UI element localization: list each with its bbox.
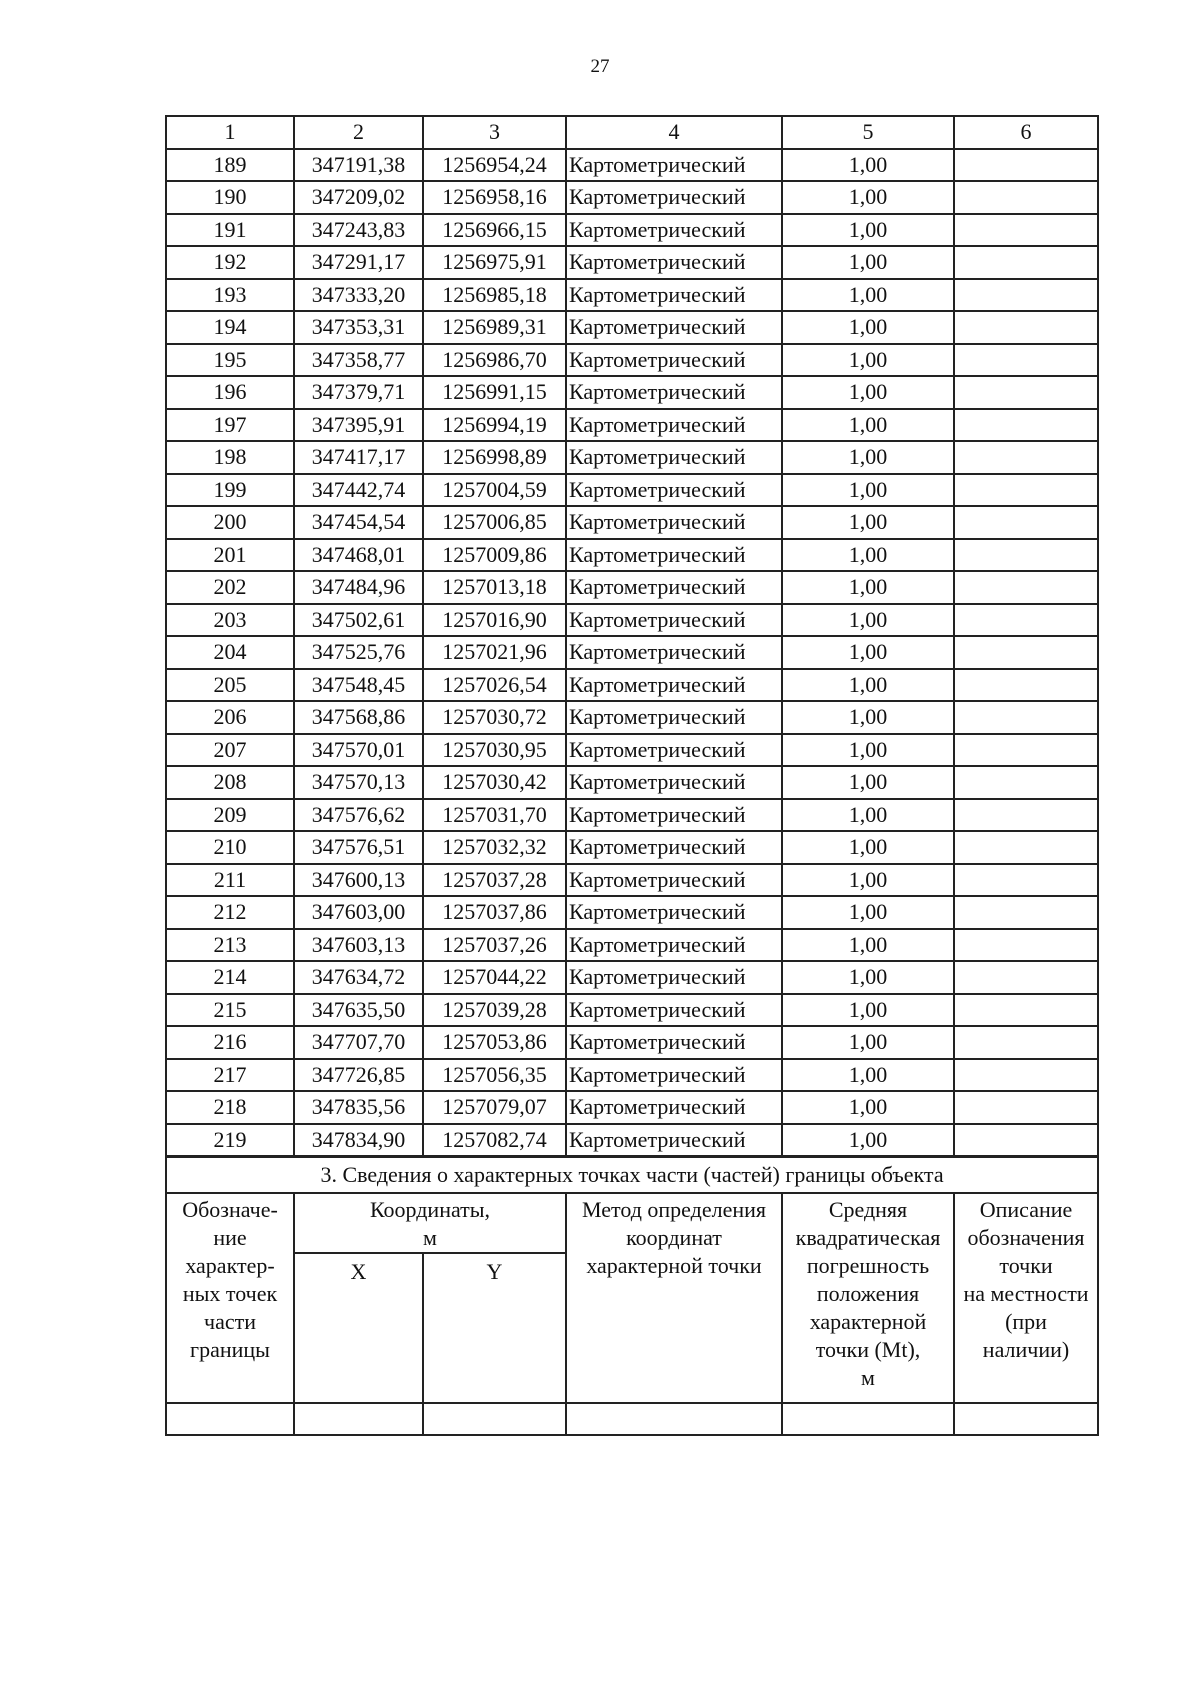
y-coordinate-cell: 1257044,22 (423, 961, 566, 994)
method-cell: Картометрический (566, 441, 782, 474)
column-header: 4 (566, 116, 782, 149)
empty-cell (166, 1403, 294, 1435)
point-number-cell: 210 (166, 831, 294, 864)
point-number-cell: 195 (166, 344, 294, 377)
mean-error-cell: 1,00 (782, 604, 954, 637)
mean-error-cell: 1,00 (782, 896, 954, 929)
table-row (166, 701, 1098, 734)
x-coordinate-cell: 347468,01 (294, 539, 423, 572)
point-number-cell: 202 (166, 571, 294, 604)
empty-cell (566, 1403, 782, 1435)
mean-error-cell: 1,00 (782, 149, 954, 182)
table-row (166, 506, 1098, 539)
empty-cell (423, 1403, 566, 1435)
method-cell: Картометрический (566, 311, 782, 344)
mean-error-cell: 1,00 (782, 181, 954, 214)
description-cell (954, 929, 1098, 962)
description-cell (954, 994, 1098, 1027)
method-cell: Картометрический (566, 376, 782, 409)
table-row (166, 149, 1098, 182)
x-coordinate-cell: 347835,56 (294, 1091, 423, 1124)
description-cell (954, 279, 1098, 312)
x-coordinate-cell: 347353,31 (294, 311, 423, 344)
point-number-cell: 194 (166, 311, 294, 344)
method-cell: Картометрический (566, 149, 782, 182)
point-number-cell: 214 (166, 961, 294, 994)
table-row (166, 1026, 1098, 1059)
point-number-cell: 212 (166, 896, 294, 929)
y-coordinate-cell: 1257013,18 (423, 571, 566, 604)
y-coordinate-cell: 1257009,86 (423, 539, 566, 572)
y-coordinate-cell: 1256986,70 (423, 344, 566, 377)
method-cell: Картометрический (566, 799, 782, 832)
point-number-cell: 196 (166, 376, 294, 409)
column-header: 6 (954, 116, 1098, 149)
x-coordinate-cell: 347576,51 (294, 831, 423, 864)
method-cell: Картометрический (566, 474, 782, 507)
table-row (166, 929, 1098, 962)
method-cell: Картометрический (566, 604, 782, 637)
table-row (166, 864, 1098, 897)
y-coordinate-cell: 1257039,28 (423, 994, 566, 1027)
coordinates-header: Координаты, м (294, 1193, 566, 1253)
method-cell: Картометрический (566, 701, 782, 734)
table-row (166, 311, 1098, 344)
mean-error-cell: 1,00 (782, 246, 954, 279)
point-number-cell: 197 (166, 409, 294, 442)
x-coordinate-cell: 347726,85 (294, 1059, 423, 1092)
mean-error-cell: 1,00 (782, 506, 954, 539)
table-row (166, 766, 1098, 799)
table-row (166, 376, 1098, 409)
mean-error-cell: 1,00 (782, 766, 954, 799)
x-coordinate-cell: 347243,83 (294, 214, 423, 247)
point-number-cell: 218 (166, 1091, 294, 1124)
method-cell: Картометрический (566, 506, 782, 539)
y-coordinate-cell: 1257021,96 (423, 636, 566, 669)
mean-error-cell: 1,00 (782, 1091, 954, 1124)
mean-error-cell: 1,00 (782, 409, 954, 442)
y-coordinate-cell: 1257056,35 (423, 1059, 566, 1092)
mean-error-cell: 1,00 (782, 799, 954, 832)
y-coordinate-cell: 1257032,32 (423, 831, 566, 864)
section3-table (165, 1156, 1099, 1436)
table-row (166, 994, 1098, 1027)
mean-error-cell: 1,00 (782, 1059, 954, 1092)
column-header: 3 (423, 116, 566, 149)
method-cell: Картометрический (566, 994, 782, 1027)
point-number-cell: 200 (166, 506, 294, 539)
method-cell: Картометрический (566, 669, 782, 702)
table-row (166, 1059, 1098, 1092)
x-coordinate-cell: 347209,02 (294, 181, 423, 214)
point-number-cell: 205 (166, 669, 294, 702)
description-cell (954, 1026, 1098, 1059)
mean-error-header: Средняя квадратическая погрешность положения характерной точки (Mt), м (782, 1193, 954, 1403)
y-coordinate-cell: 1256991,15 (423, 376, 566, 409)
point-number-cell: 211 (166, 864, 294, 897)
description-cell (954, 864, 1098, 897)
y-coordinate-cell: 1256954,24 (423, 149, 566, 182)
y-coordinate-cell: 1257004,59 (423, 474, 566, 507)
x-coordinate-cell: 347333,20 (294, 279, 423, 312)
point-number-cell: 192 (166, 246, 294, 279)
description-cell (954, 214, 1098, 247)
method-cell: Картометрический (566, 246, 782, 279)
point-number-cell: 189 (166, 149, 294, 182)
description-cell (954, 246, 1098, 279)
description-cell (954, 311, 1098, 344)
mean-error-cell: 1,00 (782, 669, 954, 702)
point-number-cell: 213 (166, 929, 294, 962)
x-coordinate-cell: 347417,17 (294, 441, 423, 474)
y-coordinate-cell: 1256989,31 (423, 311, 566, 344)
mean-error-cell: 1,00 (782, 734, 954, 767)
point-number-cell: 208 (166, 766, 294, 799)
point-number-cell: 199 (166, 474, 294, 507)
point-number-cell: 207 (166, 734, 294, 767)
x-coordinate-cell: 347191,38 (294, 149, 423, 182)
mean-error-cell: 1,00 (782, 539, 954, 572)
table-row (166, 279, 1098, 312)
x-coordinate-cell: 347707,70 (294, 1026, 423, 1059)
y-coordinate-cell: 1257026,54 (423, 669, 566, 702)
table-row (166, 571, 1098, 604)
y-coordinate-cell: 1257030,42 (423, 766, 566, 799)
description-cell (954, 1091, 1098, 1124)
table-row (166, 181, 1098, 214)
description-cell (954, 149, 1098, 182)
section3-title: 3. Сведения о характерных точках части (частей) границы объекта (166, 1157, 1098, 1193)
y-coordinate-cell: 1257037,26 (423, 929, 566, 962)
x-coordinate-cell: 347570,01 (294, 734, 423, 767)
y-coordinate-cell: 1257037,86 (423, 896, 566, 929)
table-row (166, 669, 1098, 702)
coordinates-table-body (166, 149, 1098, 1157)
mean-error-cell: 1,00 (782, 214, 954, 247)
method-cell: Картометрический (566, 896, 782, 929)
method-cell: Картометрический (566, 571, 782, 604)
table-row (166, 799, 1098, 832)
description-cell (954, 539, 1098, 572)
method-cell: Картометрический (566, 1091, 782, 1124)
y-coordinate-cell: 1257016,90 (423, 604, 566, 637)
x-coordinate-cell: 347291,17 (294, 246, 423, 279)
description-cell (954, 734, 1098, 767)
y-coordinate-cell: 1257006,85 (423, 506, 566, 539)
y-coordinate-cell: 1256985,18 (423, 279, 566, 312)
point-number-cell: 203 (166, 604, 294, 637)
table-row (166, 734, 1098, 767)
empty-cell (954, 1403, 1098, 1435)
table-row (166, 214, 1098, 247)
table-row (166, 539, 1098, 572)
point-number-cell: 215 (166, 994, 294, 1027)
x-coordinate-cell: 347358,77 (294, 344, 423, 377)
table-row (166, 344, 1098, 377)
y-coordinate-cell: 1257037,28 (423, 864, 566, 897)
description-cell (954, 799, 1098, 832)
x-coordinate-cell: 347600,13 (294, 864, 423, 897)
y-coordinate-cell: 1257030,72 (423, 701, 566, 734)
method-cell: Картометрический (566, 929, 782, 962)
method-cell: Картометрический (566, 1059, 782, 1092)
y-coordinate-cell: 1256966,15 (423, 214, 566, 247)
description-cell (954, 376, 1098, 409)
description-cell (954, 474, 1098, 507)
description-cell (954, 571, 1098, 604)
point-number-cell: 201 (166, 539, 294, 572)
description-cell (954, 1124, 1098, 1157)
column-number-row (166, 116, 1098, 149)
table-row (166, 474, 1098, 507)
x-coordinate-cell: 347379,71 (294, 376, 423, 409)
x-coordinate-cell: 347634,72 (294, 961, 423, 994)
table-row (166, 409, 1098, 442)
x-coordinate-cell: 347603,13 (294, 929, 423, 962)
y-coordinate-cell: 1256994,19 (423, 409, 566, 442)
method-cell: Картометрический (566, 214, 782, 247)
table-row (166, 441, 1098, 474)
method-cell: Картометрический (566, 1026, 782, 1059)
x-coordinate-cell: 347576,62 (294, 799, 423, 832)
description-cell (954, 701, 1098, 734)
y-coordinate-cell: 1257082,74 (423, 1124, 566, 1157)
mean-error-cell: 1,00 (782, 929, 954, 962)
point-number-cell: 193 (166, 279, 294, 312)
description-cell (954, 1059, 1098, 1092)
x-coordinate-cell: 347603,00 (294, 896, 423, 929)
column-header: 1 (166, 116, 294, 149)
y-coordinate-cell: 1257053,86 (423, 1026, 566, 1059)
table-row (166, 1091, 1098, 1124)
column-header: 2 (294, 116, 423, 149)
table-row (166, 1124, 1098, 1157)
method-cell: Картометрический (566, 344, 782, 377)
mean-error-cell: 1,00 (782, 864, 954, 897)
description-cell (954, 831, 1098, 864)
x-coordinate-cell: 347525,76 (294, 636, 423, 669)
column-header: 5 (782, 116, 954, 149)
mean-error-cell: 1,00 (782, 1124, 954, 1157)
mean-error-cell: 1,00 (782, 961, 954, 994)
mean-error-cell: 1,00 (782, 376, 954, 409)
description-cell (954, 961, 1098, 994)
mean-error-cell: 1,00 (782, 311, 954, 344)
mean-error-cell: 1,00 (782, 474, 954, 507)
method-cell: Картометрический (566, 1124, 782, 1157)
table-row (166, 831, 1098, 864)
x-coordinate-cell: 347454,54 (294, 506, 423, 539)
point-number-cell: 219 (166, 1124, 294, 1157)
description-cell (954, 344, 1098, 377)
x-coordinate-cell: 347635,50 (294, 994, 423, 1027)
mean-error-cell: 1,00 (782, 441, 954, 474)
method-cell: Картометрический (566, 279, 782, 312)
description-cell (954, 669, 1098, 702)
page-number: 27 (590, 56, 610, 77)
x-coordinate-cell: 347834,90 (294, 1124, 423, 1157)
description-cell (954, 766, 1098, 799)
point-number-cell: 204 (166, 636, 294, 669)
x-header: X (294, 1253, 423, 1403)
x-coordinate-cell: 347395,91 (294, 409, 423, 442)
mean-error-cell: 1,00 (782, 636, 954, 669)
method-cell: Картометрический (566, 766, 782, 799)
empty-cell (782, 1403, 954, 1435)
point-number-cell: 209 (166, 799, 294, 832)
point-number-cell: 190 (166, 181, 294, 214)
method-cell: Картометрический (566, 734, 782, 767)
point-designation-header: Обозначе- ние характер- ных точек части границы (166, 1193, 294, 1403)
table-row (166, 604, 1098, 637)
x-coordinate-cell: 347502,61 (294, 604, 423, 637)
mean-error-cell: 1,00 (782, 279, 954, 312)
empty-table-row (166, 1403, 1098, 1435)
point-number-cell: 191 (166, 214, 294, 247)
method-cell: Картометрический (566, 636, 782, 669)
point-number-cell: 206 (166, 701, 294, 734)
table-row (166, 961, 1098, 994)
description-cell (954, 441, 1098, 474)
mean-error-cell: 1,00 (782, 571, 954, 604)
description-cell (954, 636, 1098, 669)
x-coordinate-cell: 347484,96 (294, 571, 423, 604)
table-row (166, 896, 1098, 929)
y-coordinate-cell: 1257030,95 (423, 734, 566, 767)
table-row (166, 246, 1098, 279)
description-cell (954, 409, 1098, 442)
y-coordinate-cell: 1257079,07 (423, 1091, 566, 1124)
x-coordinate-cell: 347442,74 (294, 474, 423, 507)
empty-cell (294, 1403, 423, 1435)
mean-error-cell: 1,00 (782, 831, 954, 864)
method-cell: Картометрический (566, 409, 782, 442)
description-cell (954, 181, 1098, 214)
method-cell: Картометрический (566, 539, 782, 572)
x-coordinate-cell: 347548,45 (294, 669, 423, 702)
description-cell (954, 506, 1098, 539)
y-header: Y (423, 1253, 566, 1403)
description-cell (954, 604, 1098, 637)
mean-error-cell: 1,00 (782, 1026, 954, 1059)
point-number-cell: 216 (166, 1026, 294, 1059)
method-header: Метод определения координат характерной точки (566, 1193, 782, 1403)
method-cell: Картометрический (566, 181, 782, 214)
coordinates-table (165, 115, 1099, 1157)
point-number-cell: 198 (166, 441, 294, 474)
mean-error-cell: 1,00 (782, 701, 954, 734)
description-header: Описание обозначения точки на местности (при наличии) (954, 1193, 1098, 1403)
method-cell: Картометрический (566, 864, 782, 897)
point-number-cell: 217 (166, 1059, 294, 1092)
x-coordinate-cell: 347570,13 (294, 766, 423, 799)
y-coordinate-cell: 1256958,16 (423, 181, 566, 214)
y-coordinate-cell: 1257031,70 (423, 799, 566, 832)
method-cell: Картометрический (566, 831, 782, 864)
table-row (166, 636, 1098, 669)
y-coordinate-cell: 1256998,89 (423, 441, 566, 474)
method-cell: Картометрический (566, 961, 782, 994)
y-coordinate-cell: 1256975,91 (423, 246, 566, 279)
description-cell (954, 896, 1098, 929)
mean-error-cell: 1,00 (782, 344, 954, 377)
x-coordinate-cell: 347568,86 (294, 701, 423, 734)
mean-error-cell: 1,00 (782, 994, 954, 1027)
